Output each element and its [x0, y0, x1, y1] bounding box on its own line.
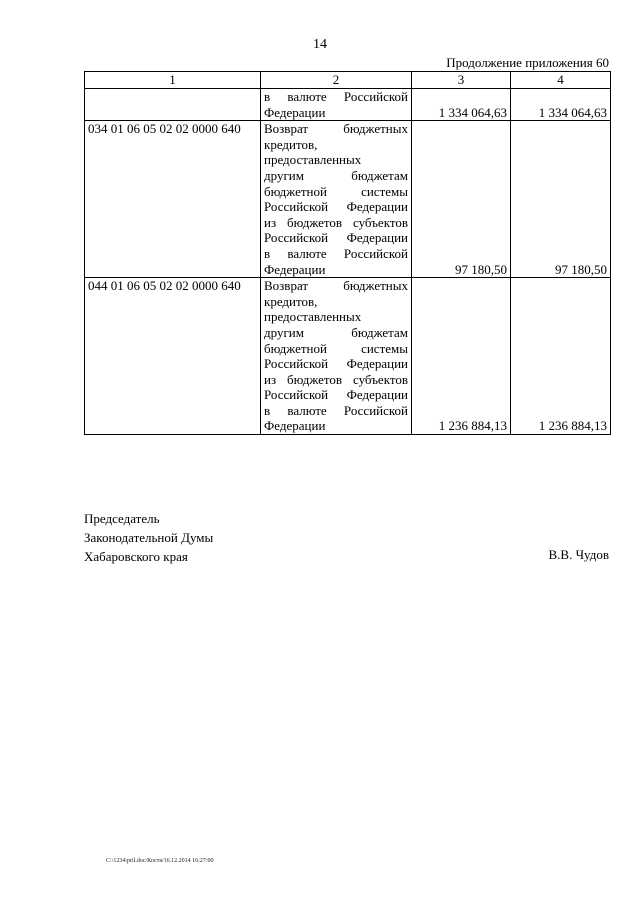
table-row [85, 121, 611, 278]
amount-col-3: 97 180,50 [412, 121, 511, 278]
amount-col-4: 1 334 064,63 [511, 89, 611, 121]
item-name-line: предоставленных [264, 152, 362, 168]
item-name-line: предоставленных [264, 309, 362, 325]
signer-title-line: Законодательной Думы [84, 530, 214, 545]
item-name-line: кредитов, [264, 293, 318, 309]
item-name-line: другим бюджетам [264, 324, 408, 340]
signer-title-line: Хабаровского края [84, 549, 188, 564]
budget-code [85, 89, 261, 121]
item-name-line: Федерации [264, 261, 326, 277]
amount-col-4: 97 180,50 [511, 121, 611, 278]
amount-col-3: 1 334 064,63 [412, 89, 511, 121]
item-name [261, 278, 412, 435]
item-name-line: Российской Федерации [264, 199, 408, 215]
item-name-line: Федерации [264, 418, 326, 434]
item-name-line: из бюджетов субъектов [264, 371, 408, 387]
item-name-line: Российской Федерации [264, 230, 408, 246]
item-name-line: другим бюджетам [264, 167, 408, 183]
item-name-line: Российской Федерации [264, 356, 408, 372]
header-col-3: 3 [412, 72, 511, 89]
item-name [261, 89, 412, 121]
table-header-row [85, 72, 611, 89]
item-name-line: в валюте Российской [264, 89, 408, 104]
item-name-line: бюджетной системы [264, 340, 408, 356]
header-col-1: 1 [85, 72, 261, 89]
page-number: 14 [313, 37, 327, 52]
item-name-line: кредитов, [264, 136, 318, 152]
item-name-line: Возврат бюджетных [264, 121, 408, 137]
file-path-footer: C:\1234\pril.doc/Костя/16.12.2014 16:27:00 [106, 858, 214, 864]
budget-table [84, 71, 611, 435]
continuation-label: Продолжение приложения 60 [446, 55, 609, 70]
budget-code: 034 01 06 05 02 02 0000 640 [85, 121, 261, 278]
item-name-line: в валюте Российской [264, 245, 408, 261]
signer-title-line: Председатель [84, 511, 160, 526]
item-name-line: Федерации [264, 104, 326, 120]
item-name-line: Российской Федерации [264, 387, 408, 403]
item-name-line: Возврат бюджетных [264, 278, 408, 294]
table-row [85, 278, 611, 435]
item-name [261, 121, 412, 278]
table-row [85, 89, 611, 121]
header-col-4: 4 [511, 72, 611, 89]
header-col-2: 2 [261, 72, 412, 89]
signature-block [84, 509, 213, 566]
amount-col-3: 1 236 884,13 [412, 278, 511, 435]
item-name-line: бюджетной системы [264, 183, 408, 199]
item-name-line: в валюте Российской [264, 402, 408, 418]
amount-col-4: 1 236 884,13 [511, 278, 611, 435]
item-name-line: из бюджетов субъектов [264, 214, 408, 230]
budget-code: 044 01 06 05 02 02 0000 640 [85, 278, 261, 435]
signer-name: В.В. Чудов [548, 547, 609, 562]
